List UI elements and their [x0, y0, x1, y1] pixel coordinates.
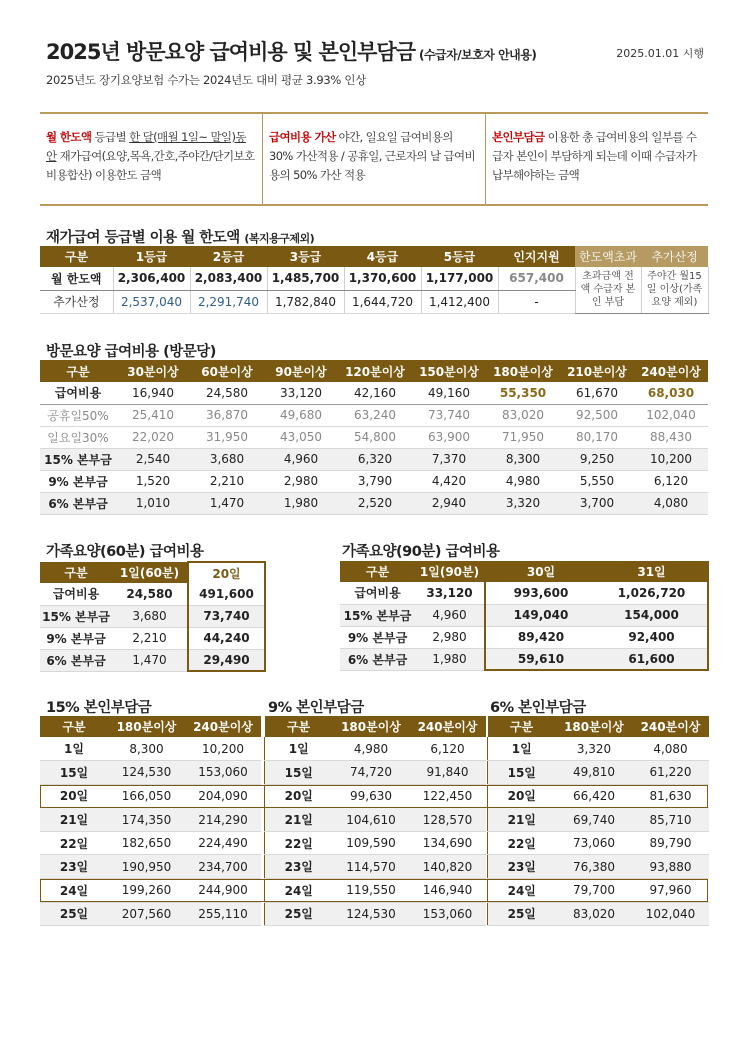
- table-cell: 3,680: [190, 448, 264, 470]
- table-cell: 1,644,720: [344, 290, 421, 313]
- table-cell: 199,260: [108, 879, 185, 903]
- row-label: 9% 본부금: [40, 627, 112, 649]
- column-header: 3등급: [267, 246, 344, 267]
- table-cell: 61,600: [596, 648, 708, 670]
- row-label: 6% 본부금: [40, 649, 112, 671]
- column-header: 30일: [485, 561, 596, 582]
- column-header: 한도액초과: [575, 246, 641, 267]
- table-row: [488, 737, 709, 761]
- page-title-row: [46, 36, 536, 66]
- table-header-row: [40, 716, 261, 737]
- table-cell: 124,530: [333, 902, 410, 926]
- table-row: [40, 267, 708, 290]
- column-header: 240분이상: [634, 360, 708, 382]
- row-label: 15일: [488, 761, 556, 785]
- definition-text: 등급별: [91, 130, 130, 144]
- table-cell: 91,840: [410, 761, 486, 785]
- table-header-row: [40, 246, 708, 267]
- table-row: [340, 582, 708, 604]
- page-title: 2025년 방문요양 급여비용 및 본인부담금: [46, 40, 415, 64]
- table-cell: 1,485,700: [267, 267, 344, 290]
- table-cell: 1,026,720: [596, 582, 708, 604]
- row-label: 15% 본부금: [40, 448, 116, 470]
- over-limit-note: 초과금액 전액 수급자 본인 부담: [575, 267, 641, 313]
- column-header: 60분이상: [190, 360, 264, 382]
- table-cell: 3,680: [112, 605, 188, 627]
- table-cell: 33,120: [264, 382, 338, 404]
- table-cell: 36,870: [190, 404, 264, 426]
- table-cell: 92,400: [596, 626, 708, 648]
- table-cell: 33,120: [415, 582, 485, 604]
- table-cell: 244,900: [185, 879, 261, 903]
- definition-monthly-limit: [40, 114, 262, 204]
- table-row: [40, 831, 261, 855]
- limit-table-title-note: (복지용구제외): [244, 232, 315, 245]
- table-cell: 6,120: [634, 470, 708, 492]
- table-cell: 49,160: [412, 382, 486, 404]
- table-cell: 5,550: [560, 470, 634, 492]
- table-cell: 85,710: [633, 808, 709, 832]
- definitions-box: [40, 112, 708, 206]
- table-cell: 76,380: [556, 855, 633, 879]
- row-label: 6% 본부금: [340, 648, 415, 670]
- row-label: 1일: [265, 737, 333, 761]
- table-cell: 4,980: [333, 737, 410, 761]
- table-cell: 4,960: [264, 448, 338, 470]
- table-cell: 114,570: [333, 855, 410, 879]
- table-cell: 174,350: [108, 808, 185, 832]
- table-row: [40, 492, 708, 514]
- page-subtitle: 2025년도 장기요양보험 수가는 2024년도 대비 평균 3.93% 인상: [46, 73, 367, 87]
- table-cell: 1,370,600: [344, 267, 421, 290]
- copay9-table: [264, 716, 486, 926]
- table-cell: 79,700: [556, 879, 633, 903]
- table-row: [40, 426, 708, 448]
- row-label: 9% 본부금: [340, 626, 415, 648]
- definition-keyword: 급여비용 가산: [269, 130, 336, 144]
- table-cell: 4,980: [486, 470, 560, 492]
- table-cell: 4,080: [634, 492, 708, 514]
- table-row: [40, 627, 265, 649]
- table-cell: 993,600: [485, 582, 596, 604]
- table-row: [40, 902, 261, 926]
- row-label: 월 한도액: [40, 267, 113, 290]
- row-label: 15% 본부금: [40, 605, 112, 627]
- row-label: 24일: [40, 879, 108, 903]
- table-cell: 4,420: [412, 470, 486, 492]
- table-row: [488, 879, 709, 903]
- table-cell: 73,060: [556, 831, 633, 855]
- table-cell: 74,720: [333, 761, 410, 785]
- table-cell: 93,880: [633, 855, 709, 879]
- row-label: 1일: [40, 737, 108, 761]
- table-cell: 44,240: [188, 627, 265, 649]
- row-label: 22일: [40, 831, 108, 855]
- row-label: 급여비용: [40, 583, 112, 605]
- row-label: 25일: [40, 902, 108, 926]
- table-cell: 1,010: [116, 492, 190, 514]
- table-row: [265, 855, 486, 879]
- table-cell: 29,490: [188, 649, 265, 671]
- table-cell: 83,020: [486, 404, 560, 426]
- table-cell: 4,960: [415, 604, 485, 626]
- column-header: 구분: [40, 562, 112, 583]
- table-cell: 3,700: [560, 492, 634, 514]
- row-label: 6% 본부금: [40, 492, 116, 514]
- table-cell: 4,080: [633, 737, 709, 761]
- table-row: [40, 448, 708, 470]
- row-label: 24일: [265, 879, 333, 903]
- table-cell: 2,520: [338, 492, 412, 514]
- definition-keyword: 월 한도액: [46, 130, 92, 144]
- column-header: 20일: [188, 562, 265, 583]
- table-cell: -: [498, 290, 575, 313]
- table-cell: 61,670: [560, 382, 634, 404]
- table-cell: 31,950: [190, 426, 264, 448]
- table-cell: 1,470: [112, 649, 188, 671]
- table-cell: 49,680: [264, 404, 338, 426]
- table-cell: 99,630: [333, 784, 410, 808]
- row-label: 15일: [265, 761, 333, 785]
- column-header: 120분이상: [338, 360, 412, 382]
- table-row: [40, 649, 265, 671]
- table-header-row: [265, 716, 486, 737]
- table-row: [265, 902, 486, 926]
- column-header: 90분이상: [264, 360, 338, 382]
- table-cell: 7,370: [412, 448, 486, 470]
- table-row: [40, 855, 261, 879]
- definition-text: 야간, 일요일 급여비용의 30% 가산적용 / 공휴일, 근로자의 날 급여비용의 50% 가산 적용: [269, 130, 476, 182]
- row-label: 20일: [40, 784, 108, 808]
- table-cell: 83,020: [556, 902, 633, 926]
- table-cell: 102,040: [634, 404, 708, 426]
- table-cell: 224,490: [185, 831, 261, 855]
- table-cell: 119,550: [333, 879, 410, 903]
- column-header: 구분: [488, 716, 556, 737]
- table-row: [265, 737, 486, 761]
- family60-title: 가족요양(60분) 급여비용: [46, 544, 204, 560]
- table-cell: 1,980: [415, 648, 485, 670]
- row-label: 15일: [40, 761, 108, 785]
- column-header: 150분이상: [412, 360, 486, 382]
- table-row: [265, 879, 486, 903]
- table-cell: 140,820: [410, 855, 486, 879]
- table-cell: 214,290: [185, 808, 261, 832]
- table-cell: 6,320: [338, 448, 412, 470]
- table-cell: 73,740: [188, 605, 265, 627]
- table-row: [488, 902, 709, 926]
- table-cell: 146,940: [410, 879, 486, 903]
- column-header: 4등급: [344, 246, 421, 267]
- table-cell: 153,060: [410, 902, 486, 926]
- table-cell: 204,090: [185, 784, 261, 808]
- table-cell: 43,050: [264, 426, 338, 448]
- row-label: 25일: [488, 902, 556, 926]
- visit-table-title: 방문요양 급여비용 (방문당): [46, 344, 216, 360]
- table-row: [340, 604, 708, 626]
- table-row: [488, 855, 709, 879]
- column-header: 5등급: [421, 246, 498, 267]
- table-row: [265, 831, 486, 855]
- table-cell: 42,160: [338, 382, 412, 404]
- table-cell: 128,570: [410, 808, 486, 832]
- table-cell: 190,950: [108, 855, 185, 879]
- table-cell: 63,240: [338, 404, 412, 426]
- family90-table: [340, 561, 709, 671]
- column-header: 240분이상: [633, 716, 709, 737]
- row-label: 22일: [265, 831, 333, 855]
- table-cell: 234,700: [185, 855, 261, 879]
- table-cell: 6,120: [410, 737, 486, 761]
- page-title-note: (수급자/보호자 안내용): [418, 48, 537, 62]
- table-cell: 657,400: [498, 267, 575, 290]
- definition-text: 이용한 총 급여비용의 일부를 수급자 본인이 부담하게 되는데 이때 수급자가 납부해야하는 금액: [492, 130, 697, 182]
- table-row: [340, 648, 708, 670]
- table-cell: 2,980: [415, 626, 485, 648]
- table-row: [488, 784, 709, 808]
- definition-copay: [485, 114, 708, 204]
- table-cell: 1,177,000: [421, 267, 498, 290]
- table-cell: 71,950: [486, 426, 560, 448]
- table-cell: 2,306,400: [113, 267, 190, 290]
- row-label: 23일: [40, 855, 108, 879]
- column-header: 구분: [40, 716, 108, 737]
- table-cell: 69,740: [556, 808, 633, 832]
- column-header: 구분: [40, 360, 116, 382]
- row-label: 23일: [488, 855, 556, 879]
- table-cell: 166,050: [108, 784, 185, 808]
- row-label: 15% 본부금: [340, 604, 415, 626]
- table-header-row: [340, 561, 708, 582]
- table-cell: 8,300: [108, 737, 185, 761]
- column-header: 240분이상: [185, 716, 261, 737]
- table-cell: 491,600: [188, 583, 265, 605]
- column-header: 인지지원: [498, 246, 575, 267]
- table-row: [265, 784, 486, 808]
- table-cell: 2,540: [116, 448, 190, 470]
- row-label: 급여비용: [340, 582, 415, 604]
- row-label: 급여비용: [40, 382, 116, 404]
- row-label: 21일: [40, 808, 108, 832]
- table-cell: 124,530: [108, 761, 185, 785]
- table-cell: 97,960: [633, 879, 709, 903]
- copay9-title: 9% 본인부담금: [268, 700, 364, 716]
- row-label: 추가산정: [40, 290, 113, 313]
- table-cell: 24,580: [112, 583, 188, 605]
- column-header: 구분: [265, 716, 333, 737]
- row-label: 1일: [488, 737, 556, 761]
- definition-keyword: 본인부담금: [492, 130, 545, 144]
- table-cell: 89,420: [485, 626, 596, 648]
- table-row: [40, 761, 261, 785]
- table-cell: 22,020: [116, 426, 190, 448]
- table-cell: 10,200: [185, 737, 261, 761]
- table-cell: 109,590: [333, 831, 410, 855]
- table-cell: 149,040: [485, 604, 596, 626]
- table-cell: 2,940: [412, 492, 486, 514]
- column-header: 1등급: [113, 246, 190, 267]
- column-header: 180분이상: [108, 716, 185, 737]
- table-row: [488, 808, 709, 832]
- extra-calc-note: 주야간 월15일 이상(가족요양 제외): [641, 267, 708, 313]
- column-header: 2등급: [190, 246, 267, 267]
- row-label: 21일: [265, 808, 333, 832]
- definition-underlined: 한 달(매월 1일~ 말일)동안: [46, 130, 246, 163]
- table-cell: 122,450: [410, 784, 486, 808]
- table-header-row: [40, 360, 708, 382]
- table-cell: 25,410: [116, 404, 190, 426]
- table-header-row: [40, 562, 265, 583]
- table-cell: 154,000: [596, 604, 708, 626]
- table-cell: 81,630: [633, 784, 709, 808]
- limit-table-title-text: 재가급여 등급별 이용 월 한도액: [46, 230, 240, 246]
- table-row: [340, 626, 708, 648]
- table-cell: 2,291,740: [190, 290, 267, 313]
- table-cell: 104,610: [333, 808, 410, 832]
- table-row: [40, 583, 265, 605]
- table-cell: 68,030: [634, 382, 708, 404]
- column-header: 추가산정: [641, 246, 708, 267]
- copay15-title: 15% 본인부담금: [46, 700, 152, 716]
- table-cell: 9,250: [560, 448, 634, 470]
- column-header: 210분이상: [560, 360, 634, 382]
- table-row: [265, 808, 486, 832]
- table-cell: 1,520: [116, 470, 190, 492]
- table-cell: 55,350: [486, 382, 560, 404]
- table-cell: 61,220: [633, 761, 709, 785]
- table-cell: 2,083,400: [190, 267, 267, 290]
- table-header-row: [488, 716, 709, 737]
- table-cell: 63,900: [412, 426, 486, 448]
- row-label: 25일: [265, 902, 333, 926]
- column-header: 180분이상: [556, 716, 633, 737]
- effective-date: 2025.01.01 시행: [616, 47, 704, 60]
- definition-text: 재가급여(요양,목욕,간호,주야간/단기보호 비용합산) 이용한도 금액: [46, 149, 255, 182]
- table-cell: 2,210: [190, 470, 264, 492]
- column-header: 180분이상: [333, 716, 410, 737]
- table-cell: 89,790: [633, 831, 709, 855]
- table-cell: 8,300: [486, 448, 560, 470]
- column-header: 구분: [40, 246, 113, 267]
- table-cell: 255,110: [185, 902, 261, 926]
- table-cell: 54,800: [338, 426, 412, 448]
- table-cell: 1,782,840: [267, 290, 344, 313]
- table-cell: 2,980: [264, 470, 338, 492]
- copay6-table: [487, 716, 709, 926]
- table-cell: 102,040: [633, 902, 709, 926]
- column-header: 30분이상: [116, 360, 190, 382]
- table-cell: 73,740: [412, 404, 486, 426]
- table-cell: 66,420: [556, 784, 633, 808]
- column-header: 240분이상: [410, 716, 486, 737]
- row-label: 23일: [265, 855, 333, 879]
- limit-table: [40, 246, 709, 314]
- table-cell: 3,790: [338, 470, 412, 492]
- table-cell: 1,980: [264, 492, 338, 514]
- table-cell: 3,320: [486, 492, 560, 514]
- table-cell: 59,610: [485, 648, 596, 670]
- row-label: 공휴일50%: [40, 404, 116, 426]
- table-cell: 16,940: [116, 382, 190, 404]
- table-cell: 182,650: [108, 831, 185, 855]
- table-cell: 92,500: [560, 404, 634, 426]
- table-row: [40, 784, 261, 808]
- table-cell: 134,690: [410, 831, 486, 855]
- column-header: 180분이상: [486, 360, 560, 382]
- table-cell: 1,470: [190, 492, 264, 514]
- column-header: 31일: [596, 561, 708, 582]
- table-row: [40, 879, 261, 903]
- row-label: 9% 본부금: [40, 470, 116, 492]
- table-row: [40, 737, 261, 761]
- row-label: 20일: [265, 784, 333, 808]
- copay6-title: 6% 본인부담금: [490, 700, 586, 716]
- table-cell: 80,170: [560, 426, 634, 448]
- table-row: [40, 470, 708, 492]
- table-cell: 1,412,400: [421, 290, 498, 313]
- table-cell: 3,320: [556, 737, 633, 761]
- column-header: 1일(60분): [112, 562, 188, 583]
- table-cell: 207,560: [108, 902, 185, 926]
- row-label: 24일: [488, 879, 556, 903]
- definition-surcharge: [262, 114, 485, 204]
- table-row: [40, 808, 261, 832]
- row-label: 21일: [488, 808, 556, 832]
- column-header: 1일(90분): [415, 561, 485, 582]
- column-header: 구분: [340, 561, 415, 582]
- row-label: 일요일30%: [40, 426, 116, 448]
- copay15-table: [40, 716, 261, 926]
- table-cell: 24,580: [190, 382, 264, 404]
- row-label: 22일: [488, 831, 556, 855]
- table-cell: 153,060: [185, 761, 261, 785]
- visit-cost-table: [40, 360, 708, 515]
- table-cell: 49,810: [556, 761, 633, 785]
- table-cell: 10,200: [634, 448, 708, 470]
- family90-title: 가족요양(90분) 급여비용: [342, 544, 500, 560]
- table-cell: 2,210: [112, 627, 188, 649]
- row-label: 20일: [488, 784, 556, 808]
- table-cell: 2,537,040: [113, 290, 190, 313]
- limit-table-title: [46, 226, 314, 247]
- table-row: [488, 761, 709, 785]
- table-row: [488, 831, 709, 855]
- table-row: [40, 382, 708, 404]
- table-row: [265, 761, 486, 785]
- table-cell: 88,430: [634, 426, 708, 448]
- table-row: [40, 605, 265, 627]
- table-row: [40, 404, 708, 426]
- family60-table: [40, 561, 266, 672]
